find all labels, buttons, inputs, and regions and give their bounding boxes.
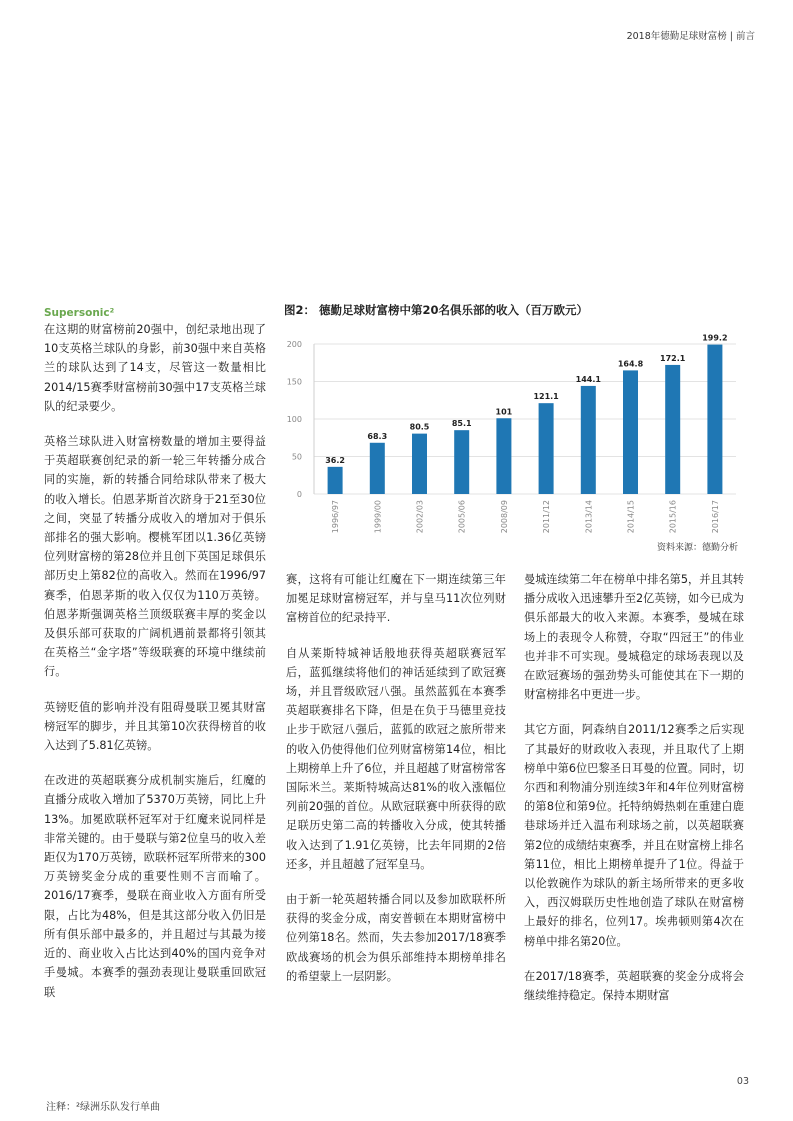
y-tick-label: 0 — [296, 490, 302, 499]
x-tick-label: 2011/12 — [542, 500, 552, 534]
bar — [412, 434, 427, 494]
bar — [539, 403, 554, 494]
bar — [581, 386, 596, 494]
x-tick-label: 2005/06 — [457, 500, 467, 534]
x-tick-label: 2008/09 — [499, 500, 509, 534]
bar-value-label: 36.2 — [325, 455, 345, 465]
bar-value-label: 101 — [495, 407, 513, 417]
paragraph: 英镑贬值的影响并没有阻碍曼联卫冕其财富榜冠军的脚步，并且其第10次获得榜首的收入达到了5.81亿英镑。 — [44, 700, 266, 753]
x-tick-label: 2014/15 — [626, 500, 636, 534]
bar — [665, 365, 680, 494]
bar-value-label: 144.1 — [575, 374, 601, 384]
x-tick-label: 2015/16 — [668, 500, 678, 534]
paragraph: 在这期的财富榜前20强中，创纪录地出现了10支英格兰球队的身影，前30强中来自英格兰的球队达到了14支，尽管这一数量相比2014/15赛季财富榜前30强中17支英格兰球队的纪录要少。 — [44, 323, 266, 413]
chart-source: 资料来源：德勤分析 — [656, 543, 738, 553]
bar-value-label: 80.5 — [409, 422, 430, 432]
x-tick-label: 1999/00 — [373, 500, 383, 534]
bar-value-label: 172.1 — [660, 353, 686, 363]
bar — [707, 345, 722, 494]
paragraph: 在2017/18赛季，英超联赛的奖金分成将会继续维持稳定。保持本期财富 — [524, 969, 744, 1003]
x-tick-label: 2013/14 — [584, 500, 594, 534]
bar-value-label: 164.8 — [617, 359, 644, 369]
x-tick-label: 2002/03 — [415, 500, 425, 534]
text-column-right — [524, 570, 744, 1021]
text-column-left — [44, 306, 266, 1018]
bar — [623, 370, 638, 494]
footer-note: 注释：²绿洲乐队发行单曲 — [46, 1102, 161, 1113]
x-tick-label: 1996/97 — [331, 500, 341, 534]
y-tick-label: 50 — [291, 452, 302, 462]
text-column-middle — [286, 570, 506, 1002]
paragraph: 在改进的英超联赛分成机制实施后，红魔的直播分成收入增加了5370万英镑，同比上升13%。加冕欧联杯冠军对于红魔来说同样是非常关键的。由于曼联与第2位皇马的收入差距仅为170万英镑，欧联杯冠军所带来的300万英镑奖金分成的重要性则不言而喻了。2016/17赛季，曼联在商业收入方面有所受限，占比为48%，但是其这部分收入仍旧是所有俱乐部中最多的，并且超过与其最为接近的、商业收入占比达到40%的国内竞争对手曼城。本赛季的强劲表现让曼联重回欧冠联 — [44, 774, 266, 999]
page-header: 2018年德勤足球财富榜 | 前言 — [626, 31, 755, 42]
page-number: 03 — [736, 1076, 749, 1087]
paragraph: 曼城连续第二年在榜单中排名第5，并且其转播分成收入迅速攀升至2亿英镑，如今已成为俱乐部最大的收入来源。本赛季，曼城在球场上的表现令人称赞，夺取“四冠王”的伟业也并非不可实现。曼城稳定的球场表现以及在欧冠赛场的强劲势头可能使其在下一期的财富榜排名中更进一步。 — [524, 573, 744, 702]
chart-title: 图2： 德勤足球财富榜中第20名俱乐部的收入（百万欧元） — [284, 303, 589, 317]
paragraph: 自从莱斯特城神话般地获得英超联赛冠军后，蓝狐继续将他们的神话延续到了欧冠赛场，并且晋级欧冠八强。虽然蓝狐在本赛季英超联赛排名下降，但是在负于马德里竞技止步于欧冠八强后，蓝狐的欧冠之旅所带来的收入仍使得他们位列财富榜第14位，相比上期榜单上升了6位，并且超越了财富榜常客国际米兰。莱斯特城高达81%的收入涨幅位列前20强的首位。从欧冠联赛中所获得的欧足联历史第二高的转播收入分成，使其转播收入达到了1.91亿英镑，比去年同期的2倍还多，并且超越了冠军皇马。 — [286, 646, 506, 871]
y-tick-label: 100 — [286, 415, 302, 424]
bar-value-label: 121.1 — [533, 392, 559, 402]
paragraph: 由于新一轮英超转播合同以及参加欧联杯所获得的奖金分成，南安普顿在本期财富榜中位列第18名。然而，失去参加2017/18赛季欧战赛场的机会为俱乐部维持本期榜单排名的希望蒙上一层阴影。 — [286, 893, 506, 983]
y-tick-label: 200 — [286, 340, 302, 349]
y-tick-label: 150 — [286, 377, 302, 387]
bar-value-label: 85.1 — [451, 419, 472, 429]
bar — [370, 443, 385, 494]
paragraph: 其它方面，阿森纳自2011/12赛季之后实现了其最好的财政收入表现，并且取代了上期榜单中第6位巴黎圣日耳曼的位置。同时，切尔西和利物浦分别连续3年和4年位列财富榜的第8位和第9位。托特纳姆热刺在重建白鹿巷球场并迁入温布利球场之前，以英超联赛第2位的成绩结束赛季，并且在财富榜上排名第11位，相比上期榜单提升了1位。得益于以伦敦碗作为球队的新主场所带来的更多收入，西汉姆联历史性地创造了球队在财富榜上最好的排名，位列17。埃弗顿则第4次在榜单中排名第20位。 — [524, 723, 744, 948]
bar — [496, 418, 511, 494]
bar-value-label: 68.3 — [367, 431, 388, 441]
revenue-chart — [284, 302, 748, 552]
paragraph: 赛，这将有可能让红魔在下一期连续第三年加冕足球财富榜冠军，并与皇马11次位列财富榜首位的纪录持平. — [286, 573, 506, 625]
section-kicker: Supersonic² — [44, 307, 115, 319]
bar-value-label: 199.2 — [702, 333, 728, 343]
paragraph: 英格兰球队进入财富榜数量的增加主要得益于英超联赛创纪录的新一轮三年转播分成合同的实施，新的转播合同给球队带来了极大的收入增长。伯恩茅斯首次跻身于21至30位之间，突显了转播分成收入的增加对于俱乐部排名的强大影响。樱桃军团以1.36亿英镑位列财富榜的第28位并且创下英国足球俱乐部历史上第82位的高收入。然而在1996/97赛季，伯恩茅斯的收入仅仅为110万英镑。伯恩茅斯强调英格兰顶级联赛丰厚的奖金以及俱乐部可获取的广阔机遇前景都将引领其在英格兰“金字塔”等级联赛的环境中继续前行。 — [44, 435, 266, 679]
chart-svg — [284, 324, 748, 550]
bar — [454, 430, 469, 494]
bar — [328, 467, 343, 494]
x-tick-label: 2016/17 — [710, 500, 720, 534]
